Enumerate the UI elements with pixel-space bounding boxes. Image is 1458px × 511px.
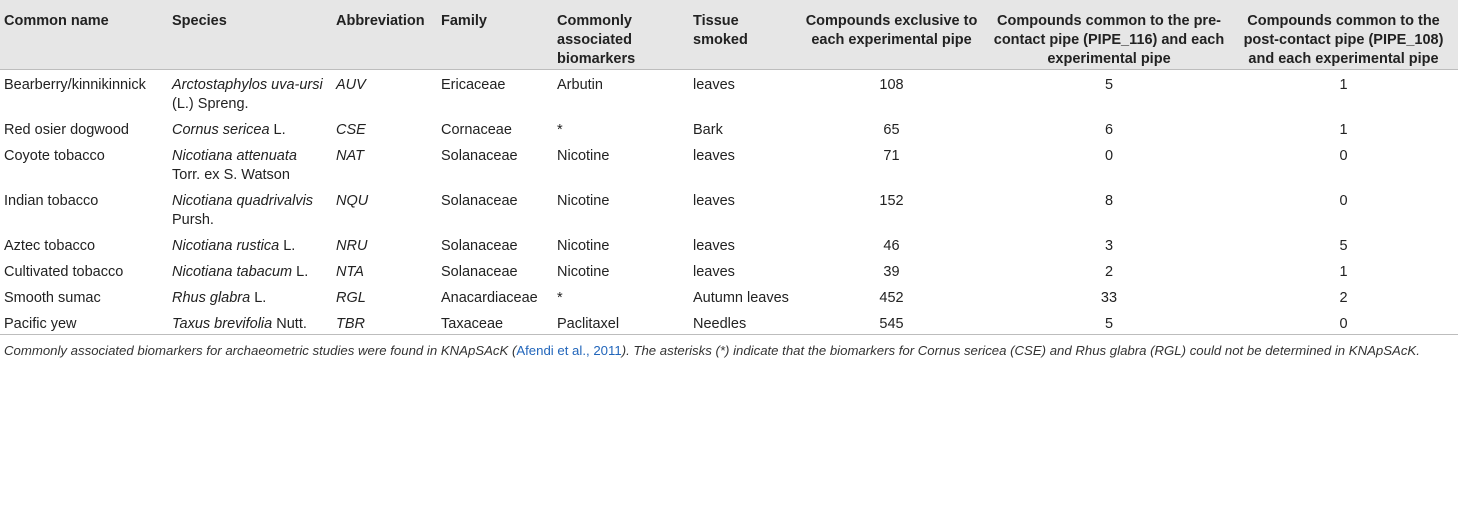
cell-common-name: Bearberry/kinnikinnick	[4, 77, 146, 93]
table-row	[0, 186, 1458, 231]
cell-tissue: leaves	[693, 77, 735, 93]
table-row	[0, 115, 1458, 141]
cell-family: Solanaceae	[441, 238, 518, 254]
cell-abbreviation: NRU	[336, 238, 368, 254]
cell-family: Taxaceae	[441, 316, 504, 332]
cell-abbreviation: CSE	[336, 122, 366, 138]
cell-exclusive: 152	[879, 193, 904, 209]
cell-abbreviation: RGL	[336, 290, 366, 306]
cell-exclusive: 545	[879, 316, 904, 332]
cell-species	[168, 309, 332, 335]
cell-pre-contact: 5	[1104, 316, 1114, 332]
table-row	[0, 309, 1458, 335]
cell-abbreviation: AUV	[336, 77, 366, 93]
species-authority: Torr. ex S. Watson	[172, 167, 290, 183]
cell-exclusive: 39	[883, 264, 900, 280]
cell-common-name: Smooth sumac	[4, 290, 101, 306]
table-row	[0, 257, 1458, 283]
cell-common-name: Cultivated tobacco	[4, 264, 124, 280]
species-name: Arctostaphylos uva-ursi	[172, 77, 323, 93]
species-name: Rhus glabra	[172, 290, 251, 306]
cell-biomarker: Paclitaxel	[557, 316, 620, 332]
header-abbreviation: Abbreviation	[332, 0, 437, 70]
cell-common-name: Red osier dogwood	[4, 122, 129, 138]
table-row	[0, 70, 1458, 115]
table-row	[0, 283, 1458, 309]
cell-exclusive: 46	[883, 238, 900, 254]
cell-species	[168, 141, 332, 186]
species-authority: L.	[273, 122, 286, 138]
cell-biomarker: Arbutin	[557, 77, 603, 93]
cell-post-contact: 2	[1339, 290, 1348, 306]
cell-family: Ericaceae	[441, 77, 506, 93]
cell-pre-contact: 3	[1104, 238, 1114, 254]
species-authority: L.	[254, 290, 267, 306]
cell-biomarker: *	[557, 290, 563, 306]
cell-exclusive: 452	[879, 290, 904, 306]
cell-pre-contact: 0	[1104, 148, 1114, 164]
cell-post-contact: 1	[1339, 264, 1348, 280]
cell-biomarker: Nicotine	[557, 238, 610, 254]
species-authority: Pursh.	[172, 212, 214, 228]
header-pre-contact: Compounds common to the pre-contact pipe (PIPE_116) and each experimental pipe	[989, 0, 1229, 70]
cell-common-name: Pacific yew	[4, 316, 77, 332]
cell-tissue: Bark	[693, 122, 723, 138]
species-name: Nicotiana quadrivalvis	[172, 193, 314, 209]
cell-biomarker: *	[557, 122, 563, 138]
cell-species	[168, 257, 332, 283]
header-common-name: Common name	[0, 0, 168, 70]
cell-post-contact: 0	[1339, 316, 1348, 332]
cell-family: Anacardiaceae	[441, 290, 538, 306]
cell-species	[168, 231, 332, 257]
cell-abbreviation: NAT	[336, 148, 364, 164]
cell-family: Cornaceae	[441, 122, 512, 138]
cell-pre-contact: 8	[1104, 193, 1114, 209]
cell-species	[168, 115, 332, 141]
cell-biomarker: Nicotine	[557, 148, 610, 164]
table-row	[0, 141, 1458, 186]
cell-exclusive: 65	[883, 122, 900, 138]
cell-species	[168, 186, 332, 231]
cell-post-contact: 0	[1339, 148, 1348, 164]
cell-tissue: leaves	[693, 193, 735, 209]
cell-post-contact: 1	[1339, 122, 1348, 138]
cell-tissue: leaves	[693, 148, 735, 164]
cell-family: Solanaceae	[441, 264, 518, 280]
cell-abbreviation: NTA	[336, 264, 364, 280]
species-name: Cornus sericea	[172, 122, 270, 138]
species-name: Nicotiana rustica	[172, 238, 280, 254]
species-name: Nicotiana attenuata	[172, 148, 297, 164]
header-exclusive: Compounds exclusive to each experimental pipe	[794, 0, 989, 70]
cell-pre-contact: 5	[1104, 77, 1114, 93]
cell-abbreviation: TBR	[336, 316, 365, 332]
footnote-text-end: ). The asterisks (*) indicate that the biomarkers for Cornus sericea (CSE) and Rhus glabra (RGL) could not be determined in KNApSAcK.	[621, 343, 1420, 358]
species-name: Taxus brevifolia	[172, 316, 273, 332]
cell-exclusive: 71	[883, 148, 900, 164]
cell-pre-contact: 2	[1104, 264, 1114, 280]
header-tissue: Tissue smoked	[689, 0, 794, 70]
citation-link[interactable]: Afendi et al., 2011	[516, 343, 622, 358]
cell-tissue: leaves	[693, 264, 735, 280]
cell-pre-contact: 6	[1104, 122, 1114, 138]
cell-tissue: Needles	[693, 316, 747, 332]
header-family: Family	[437, 0, 553, 70]
cell-abbreviation: NQU	[336, 193, 369, 209]
header-biomarkers: Commonly associated biomarkers	[553, 0, 689, 70]
table-header	[0, 0, 1458, 70]
cell-biomarker: Nicotine	[557, 193, 610, 209]
cell-tissue: leaves	[693, 238, 735, 254]
cell-family: Solanaceae	[441, 148, 518, 164]
cell-post-contact: 0	[1339, 193, 1348, 209]
cell-exclusive: 108	[879, 77, 904, 93]
header-species: Species	[168, 0, 332, 70]
cell-common-name: Coyote tobacco	[4, 148, 105, 164]
species-name: Nicotiana tabacum	[172, 264, 293, 280]
species-authority: L.	[296, 264, 309, 280]
cell-species	[168, 283, 332, 309]
cell-post-contact: 1	[1339, 77, 1348, 93]
cell-post-contact: 5	[1339, 238, 1348, 254]
table-body	[0, 70, 1458, 335]
species-authority: L.	[283, 238, 296, 254]
table-footnote	[0, 335, 1458, 361]
cell-family: Solanaceae	[441, 193, 518, 209]
cell-common-name: Aztec tobacco	[4, 238, 96, 254]
header-row	[0, 0, 1458, 70]
cell-common-name: Indian tobacco	[4, 193, 99, 209]
cell-tissue: Autumn leaves	[693, 290, 789, 306]
header-post-contact: Compounds common to the post-contact pipe (PIPE_108) and each experimental pipe	[1229, 0, 1458, 70]
species-authority: Nutt.	[276, 316, 307, 332]
cell-biomarker: Nicotine	[557, 264, 610, 280]
table-row	[0, 231, 1458, 257]
cell-pre-contact: 33	[1100, 290, 1118, 306]
species-authority: (L.) Spreng.	[172, 96, 249, 112]
cell-species	[168, 70, 332, 115]
footnote-text-start: Commonly associated biomarkers for archaeometric studies were found in KNApSAcK (	[4, 343, 517, 358]
